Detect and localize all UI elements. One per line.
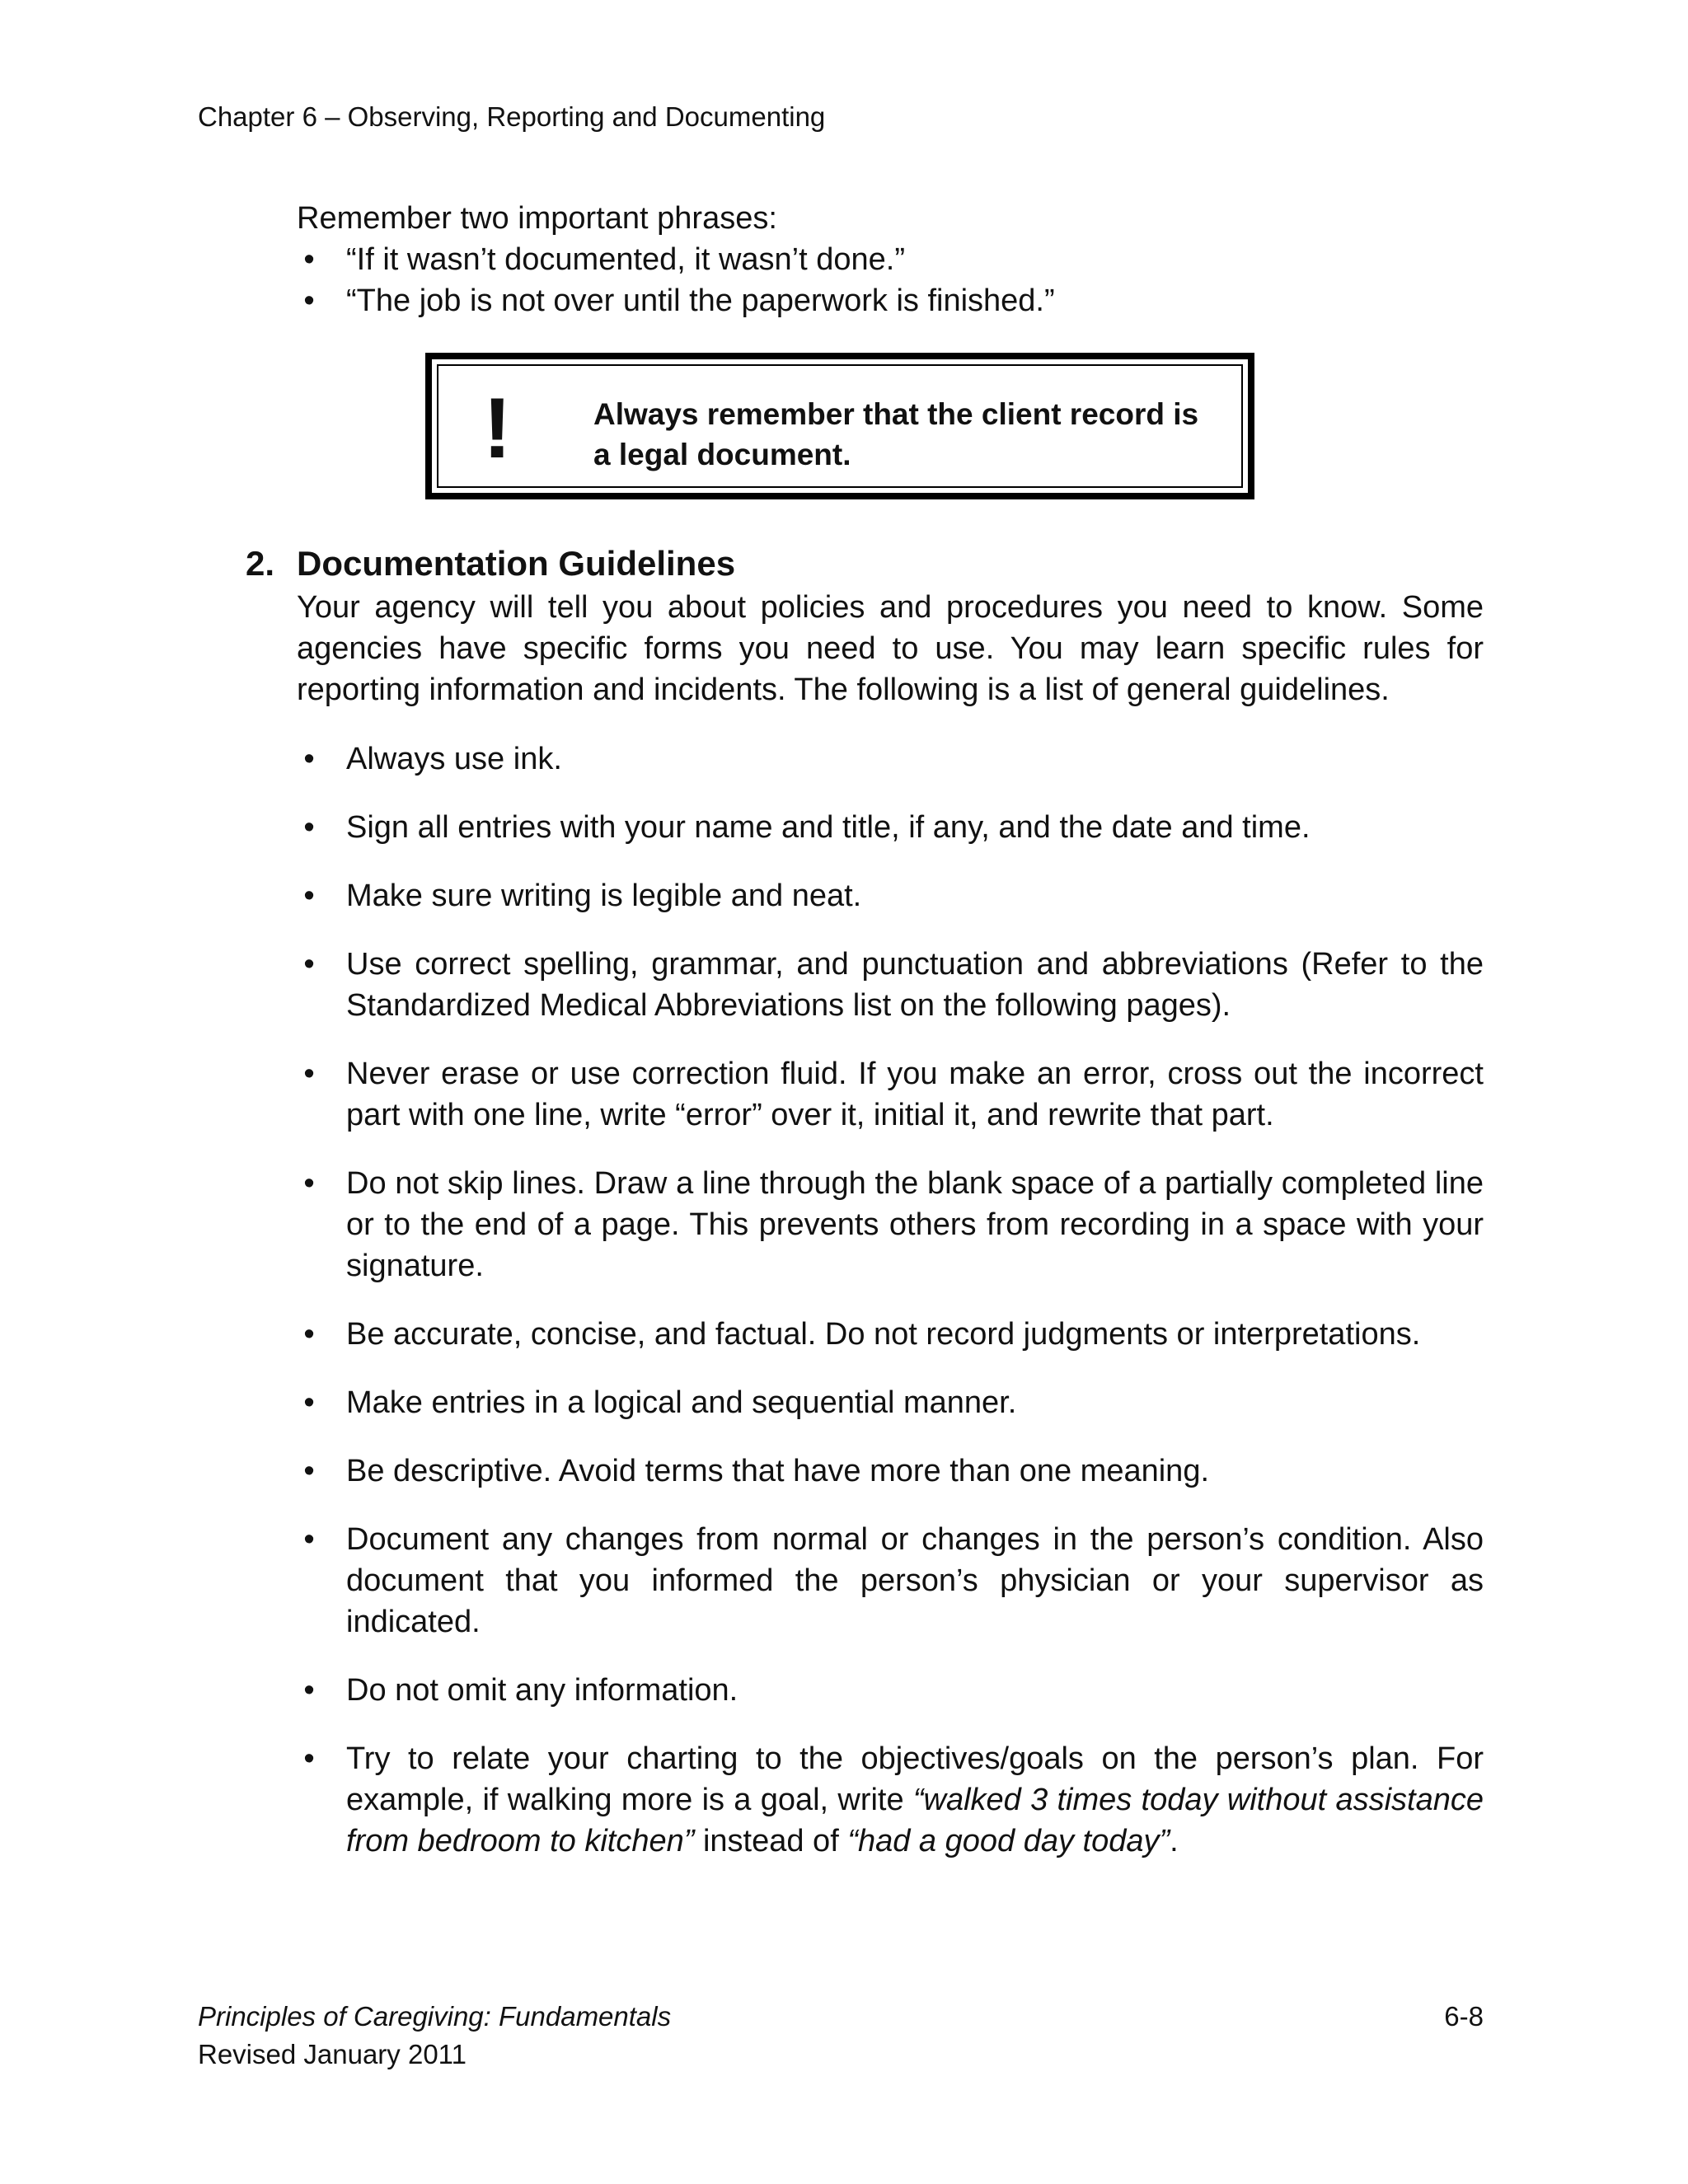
section-number: 2. <box>246 544 275 583</box>
list-item <box>297 807 1484 848</box>
section-title: Documentation Guidelines <box>297 544 736 583</box>
section-intro: Your agency will tell you about policies and procedures you need to know. Some agencies have specific forms you need to use. You may learn specific rules for reporting information and incidents. The following is a list of general guidelines. <box>297 590 1484 707</box>
section-heading <box>246 541 735 587</box>
list-item <box>297 1163 1484 1286</box>
bullet-icon: • <box>303 1317 315 1352</box>
list-item <box>297 875 1484 916</box>
list-item <box>297 239 1484 280</box>
exclamation-icon: ! <box>483 381 512 476</box>
guideline-text: Be descriptive. Avoid terms that have more than one meaning. <box>346 1454 1210 1488</box>
list-item <box>297 1053 1484 1136</box>
guideline-text: Document any changes from normal or changes in the person’s condition. Also document that you informed the person’s physician or your supervisor as indicated. <box>346 1522 1484 1639</box>
guideline-end: . <box>1170 1824 1179 1858</box>
list-item <box>297 1451 1484 1492</box>
list-item <box>297 1519 1484 1643</box>
list-item <box>297 1738 1484 1862</box>
bullet-icon: • <box>303 1673 315 1708</box>
guideline-text: Make sure writing is legible and neat. <box>346 879 862 913</box>
guideline-text: Make entries in a logical and sequential manner. <box>346 1385 1017 1420</box>
bullet-icon: • <box>303 1741 315 1776</box>
list-item <box>297 1670 1484 1711</box>
guideline-text: Always use ink. <box>346 742 562 776</box>
phrase-list <box>297 239 1484 321</box>
guideline-text: Use correct spelling, grammar, and punctuation and abbreviations (Refer to the Standardized Medical Abbreviations list on the following pages). <box>346 947 1484 1023</box>
guideline-text <box>346 1741 1484 1858</box>
guideline-text: Sign all entries with your name and title, if any, and the date and time. <box>346 810 1311 845</box>
bullet-icon: • <box>303 1385 315 1420</box>
bullet-icon: • <box>303 810 315 845</box>
guideline-middle: instead of <box>694 1824 848 1858</box>
bullet-icon: • <box>303 242 315 277</box>
list-item <box>297 944 1484 1026</box>
page-number: 6-8 <box>1444 2001 1484 2032</box>
guideline-lead: Try to relate your charting to the objectives/goals on the person’s plan. For example, if walking more is a goal, write <box>346 1741 1484 1817</box>
list-item <box>297 738 1484 780</box>
footer-title: Principles of Caregiving: Fundamentals <box>198 2001 672 2032</box>
callout-text: Always remember that the client record is a legal document. <box>593 397 1199 471</box>
bullet-icon: • <box>303 879 315 913</box>
guideline-list <box>297 738 1484 1889</box>
bad-example-quote: “had a good day today” <box>847 1824 1170 1858</box>
phrase-text: “The job is not over until the paperwork is finished.” <box>346 284 1055 318</box>
phrase-text: “If it wasn’t documented, it wasn’t done.” <box>346 242 905 277</box>
bullet-icon: • <box>303 1057 315 1091</box>
list-item <box>297 1382 1484 1423</box>
intro-block <box>297 198 1484 321</box>
bullet-icon: • <box>303 1166 315 1201</box>
bullet-icon: • <box>303 1454 315 1488</box>
bullet-icon: • <box>303 742 315 776</box>
guideline-text: Never erase or use correction fluid. If you make an error, cross out the incorrect part with one line, write “error” over it, initial it, and rewrite that part. <box>346 1057 1484 1132</box>
guideline-text: Be accurate, concise, and factual. Do not record judgments or interpretations. <box>346 1317 1421 1352</box>
bullet-icon: • <box>303 947 315 982</box>
callout-inner-border <box>437 364 1243 488</box>
guideline-text: Do not omit any information. <box>346 1673 738 1708</box>
guideline-text: Do not skip lines. Draw a line through the blank space of a partially completed line or to the end of a page. This prevents others from recording in a space with your signature. <box>346 1166 1484 1283</box>
bullet-icon: • <box>303 1522 315 1557</box>
running-header: Chapter 6 – Observing, Reporting and Documenting <box>198 101 826 132</box>
list-item <box>297 280 1484 321</box>
footer-revised: Revised January 2011 <box>198 2039 467 2069</box>
good-example-quote: “walked 3 times today without assistance from bedroom to kitchen” <box>346 1783 1484 1858</box>
legal-document-callout <box>425 353 1254 499</box>
bullet-icon: • <box>303 284 315 318</box>
intro-lead: Remember two important phrases: <box>297 201 777 236</box>
list-item <box>297 1314 1484 1355</box>
